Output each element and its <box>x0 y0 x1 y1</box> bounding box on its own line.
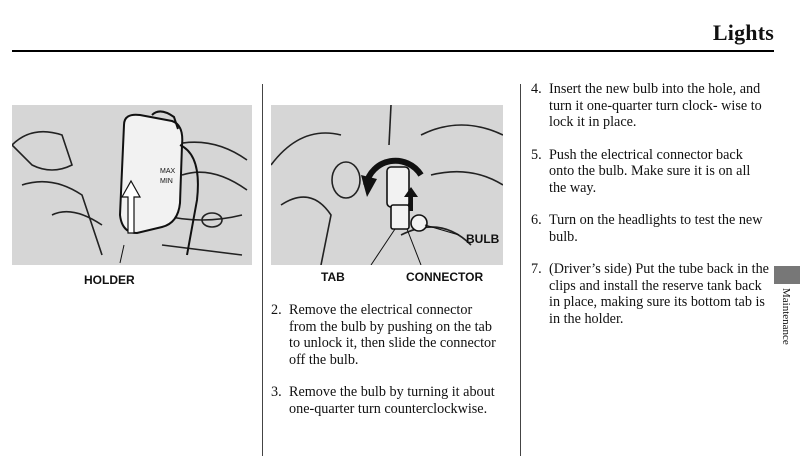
connector-label: CONNECTOR <box>406 270 484 284</box>
section-tab <box>774 266 800 456</box>
step-text: Turn on the headlights to test the new bulb. <box>549 212 763 245</box>
list-item <box>531 81 771 131</box>
list-item <box>271 302 503 368</box>
tab-label: TAB <box>321 270 345 284</box>
section-tab-marker <box>774 266 800 284</box>
step-number: 2. <box>271 302 282 318</box>
holder-label: HOLDER <box>84 273 135 287</box>
step-text: Remove the electrical connector from the bulb by pushing on the tab to unlock it, then slide the connector off the bulb. <box>289 302 496 368</box>
column-divider-right <box>520 84 521 456</box>
step-number: 5. <box>531 146 542 163</box>
page-title: Lights <box>712 20 774 45</box>
holder-illustration <box>12 105 252 265</box>
step-number: 4. <box>531 81 542 97</box>
list-item <box>271 384 503 417</box>
step-text: Remove the bulb by turning it about one-quarter turn counterclockwise. <box>289 384 495 417</box>
step-number: 6. <box>531 212 542 228</box>
step-number: 3. <box>271 384 282 400</box>
header-rule <box>12 50 774 52</box>
bulb-label: BULB <box>466 232 500 246</box>
step-text: Push the electrical connector back onto the bulb. Make sure it is on all the way. <box>549 146 751 196</box>
section-tab-label: Maintenance <box>780 288 792 345</box>
column-divider-left <box>262 84 263 456</box>
tank-text-max: MAX <box>160 168 176 175</box>
step-text: Insert the new bulb into the hole, and turn it one-quarter turn clock- wise to lock it in place. <box>549 81 762 130</box>
steps-list-middle <box>271 302 503 433</box>
list-item <box>531 147 771 197</box>
step-text: (Driver’s side) Put the tube back in the clips and install the reserve tank back in place, making sure its bottom tab is in the holder. <box>549 261 769 327</box>
steps-list-right <box>531 81 771 343</box>
tank-text-min: MIN <box>160 178 173 185</box>
list-item <box>531 212 771 245</box>
holder-drawing <box>12 105 252 265</box>
list-item <box>531 261 771 327</box>
step-number: 7. <box>531 261 542 277</box>
